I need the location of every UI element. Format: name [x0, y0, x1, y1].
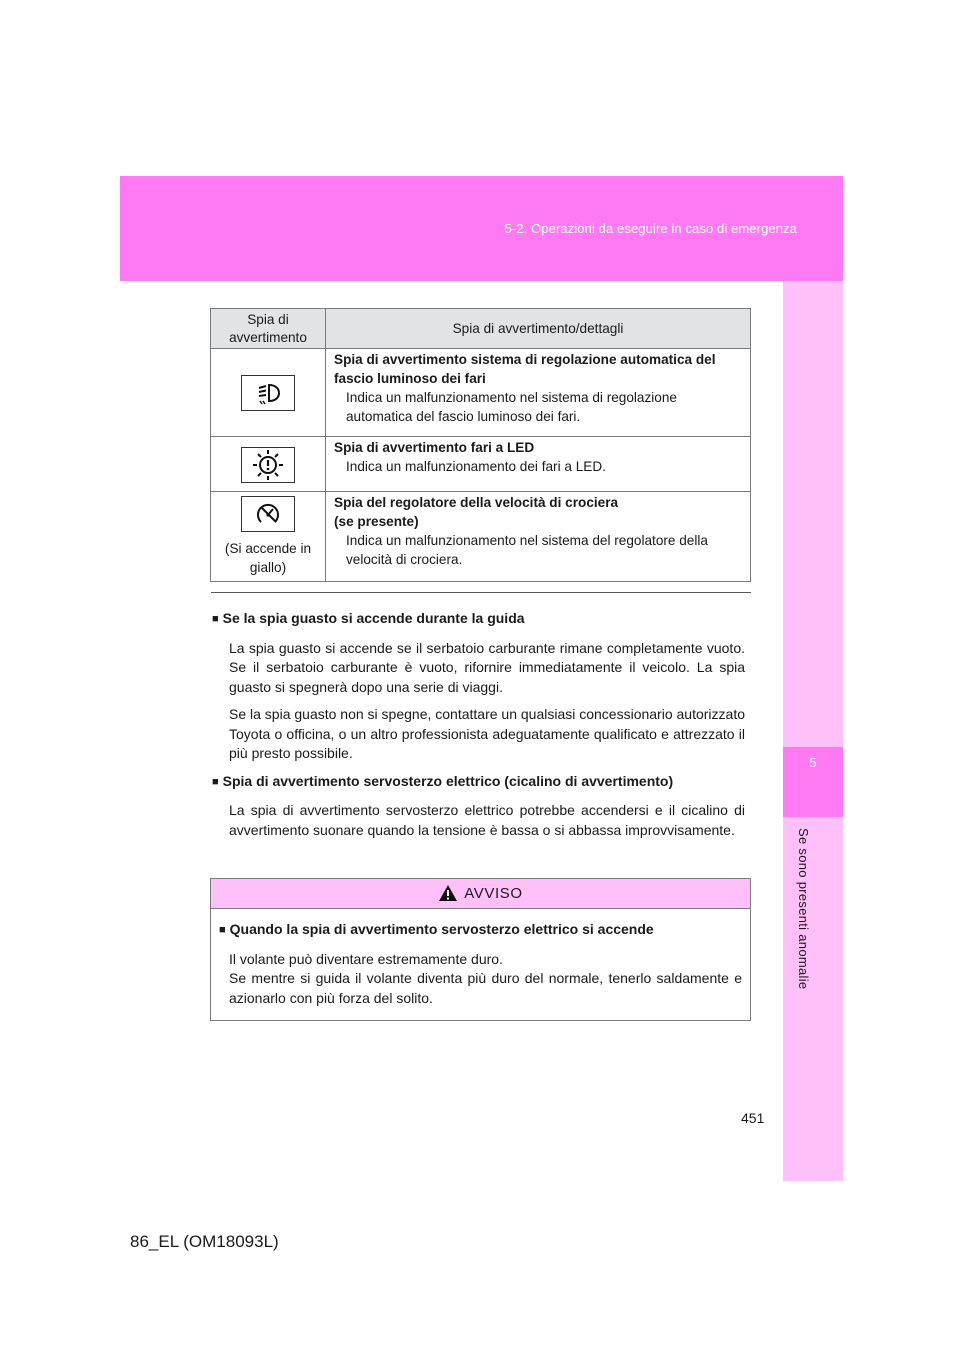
chapter-tab — [783, 747, 843, 817]
table-row — [211, 437, 751, 492]
row-title-note: (se presente) — [334, 514, 419, 529]
row-description: Indica un malfunzionamento nel sistema di regolazione automatica del fascio luminoso dei fari. — [346, 390, 677, 424]
notice-line: Il volante può diventare estremamente duro. — [229, 950, 503, 967]
details-cell — [326, 349, 751, 437]
row-title: Spia di avvertimento fari a LED — [334, 440, 535, 455]
row-title: Spia di avvertimento sistema di regolazione automatica del fascio luminoso dei fari — [334, 352, 716, 386]
bullet-icon: ■ — [219, 924, 226, 936]
row-description: Indica un malfunzionamento nel sistema del regolatore della velocità di crociera. — [346, 533, 708, 567]
warning-triangle-icon — [438, 884, 458, 902]
notice-body — [211, 909, 750, 1008]
page-number: 451 — [741, 1110, 765, 1126]
bullet-icon: ■ — [212, 775, 219, 788]
paragraph: Se la spia guasto non si spegne, contattare un qualsiasi concessionario autorizzato Toyota o officina, o un altro professionista adeguatamente qualificato e attrezzato il più presto possibile. — [229, 706, 745, 761]
col-header-details: Spia di avvertimento/dettagli — [326, 309, 751, 349]
notice-box — [210, 878, 751, 1021]
notice-header — [211, 879, 750, 909]
led-headlight-warning-icon — [241, 447, 295, 483]
header-band — [120, 176, 843, 281]
icon-cell — [211, 349, 326, 437]
row-title: Spia del regolatore della velocità di crociera — [334, 495, 619, 510]
warning-lights-table — [210, 308, 751, 582]
side-strip — [783, 281, 843, 1181]
chapter-number: 5 — [809, 755, 817, 770]
table-header-row — [211, 309, 751, 349]
notice-line: Se mentre si guida il volante diventa più duro del normale, tenerlo saldamente e azionarlo con più forza del solito. — [229, 970, 742, 1006]
section-divider — [211, 592, 751, 593]
col-header-light: Spia di avvertimento — [211, 309, 326, 349]
details-cell — [326, 492, 751, 582]
notice-heading: ■ Quando la spia di avvertimento servosterzo elettrico si accende — [219, 921, 654, 937]
bullet-icon: ■ — [212, 613, 219, 625]
icon-cell — [211, 437, 326, 492]
section-heading: ■ Se la spia guasto si accende durante la guida — [212, 610, 525, 626]
headlight-leveling-warning-icon — [241, 375, 295, 411]
document-code: 86_EL (OM18093L) — [130, 1232, 279, 1251]
table-row — [211, 349, 751, 437]
table-row — [211, 492, 751, 582]
details-cell — [326, 437, 751, 492]
section-heading: ■ Spia di avvertimento servosterzo elettrico (cicalino di avvertimento) — [212, 772, 674, 789]
chapter-label: Se sono presenti anomalie — [796, 828, 811, 990]
paragraph: La spia guasto si accende se il serbatoio carburante rimane completamente vuoto. Se il serbatoio carburante è vuoto, rifornire immediatamente il veicolo. La spia guasto si spegnerà dopo una serie di viaggi. — [229, 639, 745, 695]
notice-label: AVVISO — [464, 885, 523, 902]
icon-note: (Si accende in giallo) — [224, 541, 312, 575]
section-title: 5-2. Operazioni da eseguire in caso di emergenza — [504, 221, 797, 236]
icon-cell — [211, 492, 326, 582]
body-text — [212, 609, 745, 848]
row-description: Indica un malfunzionamento dei fari a LED. — [346, 459, 606, 474]
cruise-control-warning-icon — [241, 496, 295, 532]
paragraph: La spia di avvertimento servosterzo elettrico potrebbe accendersi e il cicalino di avvertimento suonare quando la tensione è bassa o si abbassa improvvisamente. — [229, 802, 745, 838]
